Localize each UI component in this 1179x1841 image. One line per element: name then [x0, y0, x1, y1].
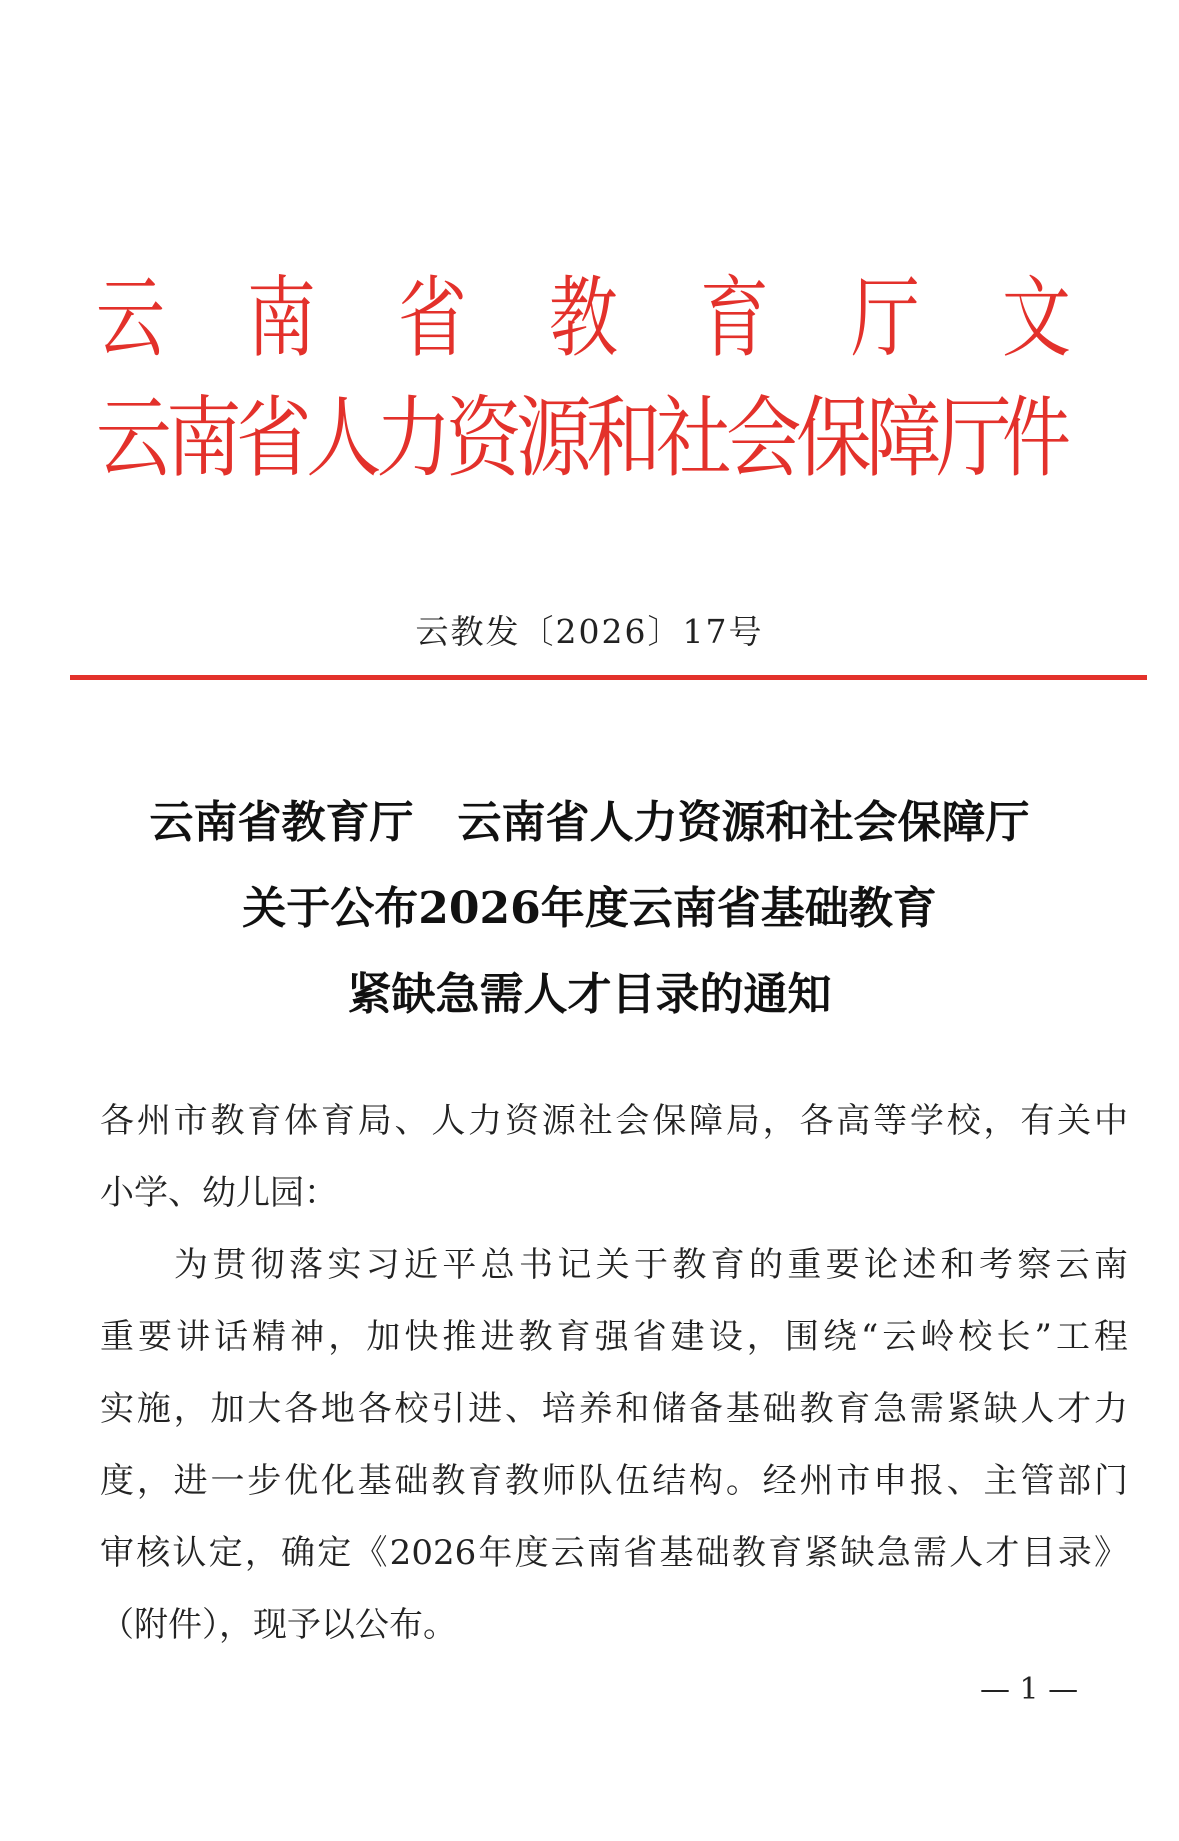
body-line: 小学、幼儿园：	[100, 1173, 338, 1213]
letterhead-char: 障	[866, 386, 942, 490]
letterhead-char: 厅	[850, 266, 920, 370]
body-line: 为贯彻落实习近平总书记关于教育的重要论述和考察云南	[174, 1245, 1128, 1285]
letterhead-char: 会	[726, 386, 802, 490]
letterhead-char: 云	[96, 386, 172, 490]
letterhead-char: 云	[96, 266, 165, 370]
letterhead-char: 文	[1001, 266, 1071, 370]
letterhead-char: 教	[548, 266, 618, 370]
letterhead-char: 力	[376, 386, 452, 490]
body-line: 重要讲话精神，加快推进教育强省建设，围绕“云岭校长”工程	[100, 1317, 1128, 1357]
body-line: 度，进一步优化基础教育教师队伍结构。经州市申报、主管部门	[100, 1461, 1128, 1501]
letterhead-char: 社	[656, 386, 732, 490]
title-line: 云南省教育厅 云南省人力资源和社会保障厅	[149, 797, 1030, 848]
document-number: 云教发〔2026〕17号	[415, 612, 764, 651]
body-line: 审核认定，确定《2026年度云南省基础教育紧缺急需人才目录》	[100, 1533, 1128, 1573]
red-divider	[70, 675, 1147, 680]
letterhead-char: 源	[516, 386, 592, 490]
letterhead-char: 育	[699, 266, 769, 370]
title-line: 关于公布2026年度云南省基础教育	[242, 883, 937, 934]
letterhead-char: 保	[796, 386, 872, 490]
page-number: — 1 —	[980, 1672, 1079, 1707]
document-body	[100, 1085, 1128, 1661]
letterhead-row-1	[96, 268, 1086, 368]
body-line: 实施，加大各地各校引进、培养和储备基础教育急需紧缺人才力	[100, 1389, 1128, 1429]
letterhead-char: 南	[246, 266, 316, 370]
letterhead-row-2	[96, 388, 1086, 488]
letterhead-org-name	[96, 386, 1012, 490]
document-title	[0, 780, 1179, 1038]
title-line: 紧缺急需人才目录的通知	[347, 969, 832, 1020]
body-line: （附件），现予以公布。	[100, 1605, 457, 1645]
letterhead-char: 省	[236, 386, 312, 490]
letterhead-char: 件	[1002, 386, 1071, 490]
letterhead-char: 省	[397, 266, 467, 370]
letterhead-char: 南	[166, 386, 242, 490]
body-line: 各州市教育体育局、人力资源社会保障局，各高等学校，有关中	[100, 1101, 1128, 1141]
letterhead-char: 和	[586, 386, 662, 490]
letterhead-char: 资	[446, 386, 522, 490]
letterhead-char: 厅	[936, 386, 1012, 490]
letterhead-char: 人	[306, 386, 382, 490]
